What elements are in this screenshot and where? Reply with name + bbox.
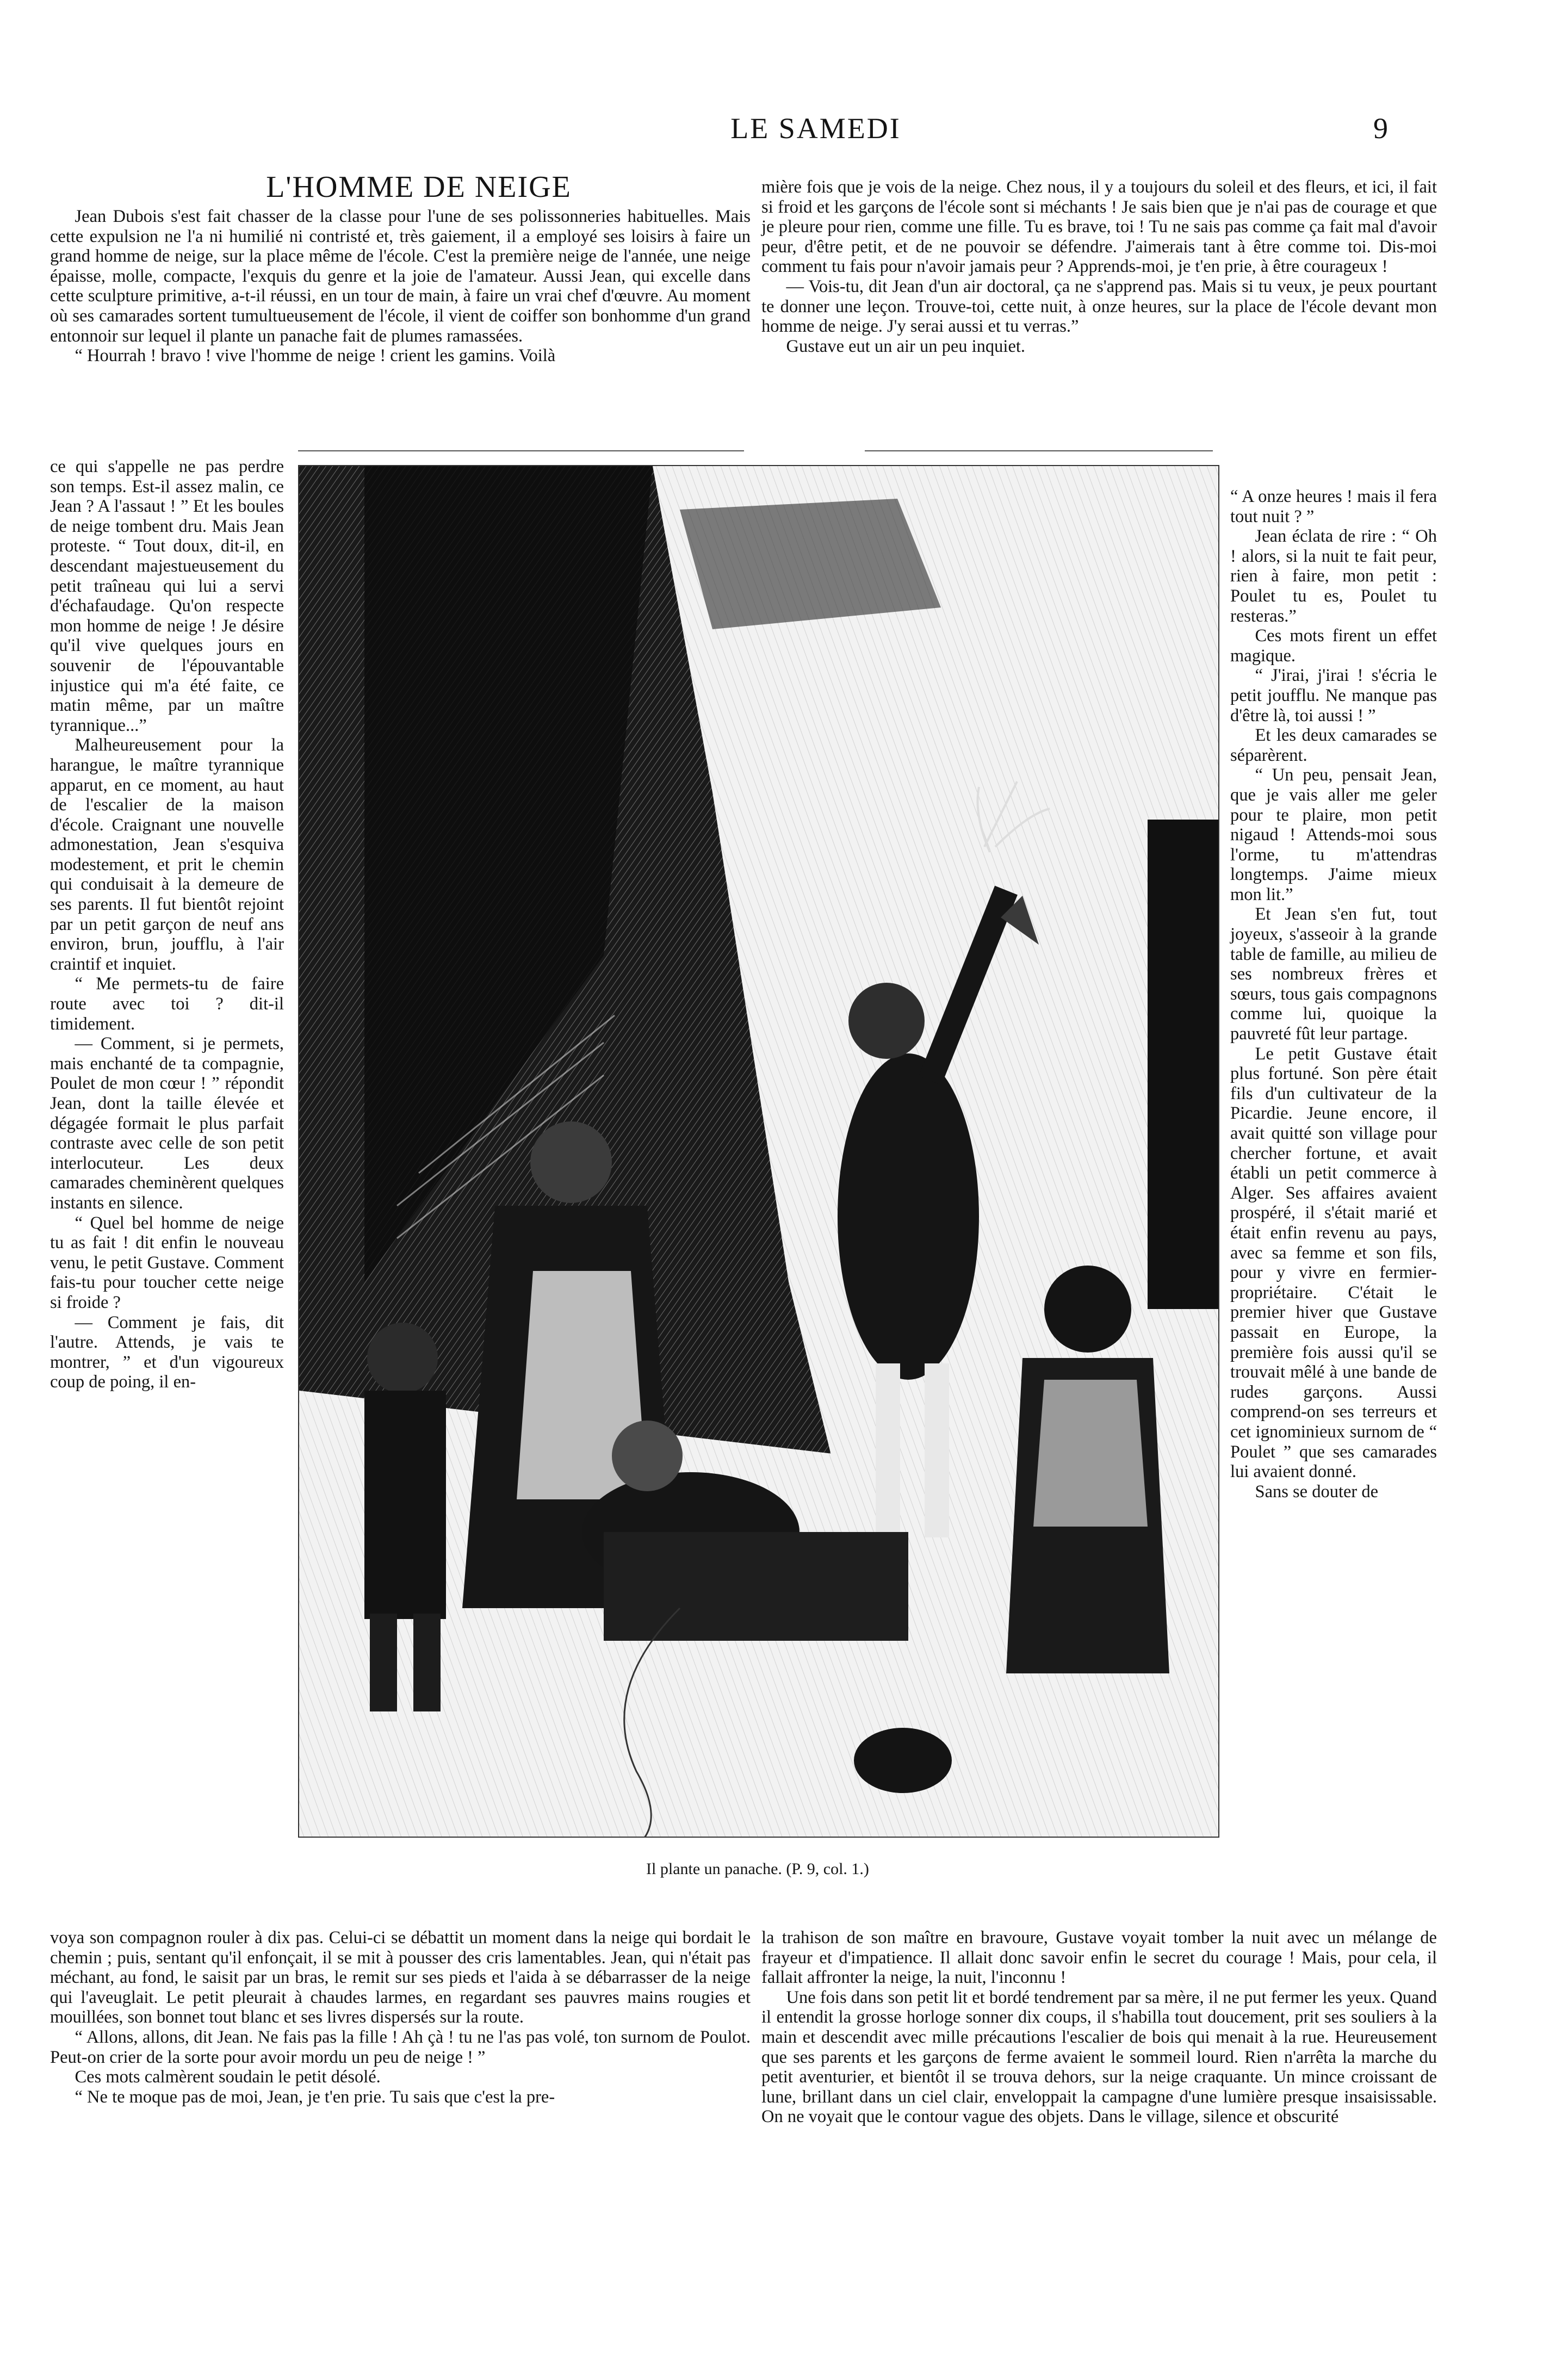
paragraph: “ A onze heures ! mais il fera tout nuit ? ”	[1230, 487, 1437, 526]
paragraph: “ Allons, allons, dit Jean. Ne fais pas la fille ! Ah çà ! tu ne l'as pas volé, ton surnom de Poulot. Peut-on crier de la sorte pour avoir mordu un peu de neige ! ”	[50, 2027, 751, 2067]
paragraph: Gustave eut un air un peu inquiet.	[786, 336, 1026, 356]
column-bottom-right	[761, 1928, 1437, 2127]
article-title: L'HOMME DE NEIGE	[266, 170, 572, 204]
paragraph: Ces mots firent un effet magique.	[1230, 626, 1437, 666]
paragraph: Sans se douter de	[1255, 1481, 1379, 1502]
paragraph: mière fois que je vois de la neige. Chez nous, il y a toujours du soleil et des fleurs, et ici, il fait si froid et les garçons de l'école sont si méchants ! Je sais bien que je n'ai pas de courage et que je pleure pour rien, comme une fille. Tu es brave, toi ! Tu ne sais pas comme ça fait mal d'avoir peur, d'être petit, et de ne pouvoir se défendre. J'aimerais tant à être comme toi. Dis-moi comment tu fais pour n'avoir jamais peur ? Apprends-moi, je t'en prie, à être courageux !	[761, 177, 1437, 277]
paragraph: ce qui s'appelle ne pas perdre son temps. Est-il assez malin, ce Jean ? A l'assaut ! ” Et les boules de neige tombent dru. Mais Jean proteste. “ Tout doux, dit-il, en descendant majestueusement du petit traîneau qui lui a servi d'échafaudage. Qu'on respecte mon homme de neige ! Je désire qu'il vive quelques jours en souvenir de l'épouvantable injustice qui m'a été faite, ce matin même, par un maître tyrannique...”	[50, 457, 284, 735]
divider	[298, 450, 744, 451]
page-number: 9	[1373, 112, 1388, 145]
paragraph: Le petit Gustave était plus fortuné. Son père était fils d'un cultivateur de la Picardie. Jeune encore, il avait quitté son village pour chercher fortune, et avait établi un petit commerce à Alger. Ses affaires avaient prospéré, il s'était marié et était enfin revenu au pays, avec sa femme et son fils, pour y vivre en fermier-propriétaire. C'était le premier hiver que Gustave passait en Europe, la première fois aussi qu'il se trouvait mêlé à une bande de rudes garçons. Aussi comprend-on ses terreurs et cet ignominieux surnom de “ Poulet ” que ses camarades lui avaient donné.	[1230, 1044, 1437, 1482]
paragraph: voya son compagnon rouler à dix pas. Celui-ci se débattit un moment dans la neige qui bordait le chemin ; puis, sentant qu'il enfonçait, il se mit à pousser des cris lamentables. Jean, qui n'était pas méchant, au fond, le saisit par un bras, le remit sur ses pieds et l'aida à se débarrasser de la neige qui l'aveuglait. Le petit pleurait à chaudes larmes, en regardant ses pauvres mains rougies et mouillées, son bonnet tout blanc et ses livres dispersés sur la route.	[50, 1928, 751, 2027]
paragraph: Et les deux camarades se séparèrent.	[1230, 725, 1437, 765]
column-side-left	[50, 457, 284, 1392]
hat-in-snow	[854, 1728, 952, 1793]
paragraph: “ Un peu, pensait Jean, que je vais aller me geler pour te plaire, mon petit nigaud ! Attends-moi sous l'orme, tu m'attendras longtemps. J'aime mieux mon lit.”	[1230, 765, 1437, 904]
column-bottom-left	[50, 1928, 751, 2107]
paragraph: Jean Dubois s'est fait chasser de la classe pour l'une de ses polissonneries habituelles. Mais cette expulsion ne l'a ni humilié ni contristé et, très gaiement, il a employé ses loisirs à faire un grand homme de neige, sur la place même de l'école. C'est la première neige de l'année, une neige épaisse, molle, compacte, l'exquis du genre et la joie de l'amateur. Aussi Jean, qui excelle dans cette sculpture primitive, a-t-il réussi, en un tour de main, à faire un vrai chef d'œuvre. Au moment où ses camarades sortent tumultueusement de l'école, il vient de coiffer son bonhomme d'un grand entonnoir sur lequel il plante un panache fait de plumes ramassées.	[50, 207, 751, 346]
paragraph: — Comment je fais, dit l'autre. Attends, je vais te montrer, ” et d'un vigoureux coup de poing, il en-	[50, 1312, 284, 1392]
paragraph: Jean éclata de rire : “ Oh ! alors, si la nuit te fait peur, rien à faire, mon petit : Poulet tu es, Poulet tu resteras.”	[1230, 526, 1437, 626]
column-top-right	[761, 177, 1437, 356]
paragraph: — Vois-tu, dit Jean d'un air doctoral, ça ne s'apprend pas. Mais si tu veux, je peux pourtant te donner une leçon. Trouve-toi, cette nuit, à onze heures, sur la place de l'école devant mon homme de neige. J'y serai aussi et tu verras.”	[761, 276, 1437, 337]
illustration-caption: Il plante un panache. (P. 9, col. 1.)	[646, 1860, 869, 1878]
paragraph: Et Jean s'en fut, tout joyeux, s'asseoir à la grande table de famille, au milieu de ses nombreux frères et sœurs, tous gais compagnons comme lui, quoique la pauvreté fût leur partage.	[1230, 904, 1437, 1044]
paragraph: “ Me permets-tu de faire route avec toi ? dit-il timidement.	[50, 974, 284, 1034]
paragraph: la trahison de son maître en bravoure, Gustave voyait tomber la nuit avec un mélange de frayeur et d'impatience. Il allait donc savoir enfin le secret du courage ! Mais, pour cela, il fallait affronter la neige, la nuit, l'inconnu !	[761, 1928, 1437, 1988]
running-head	[0, 111, 1568, 155]
paragraph: Une fois dans son petit lit et bordé tendrement par sa mère, il ne put fermer les yeux. Quand il entendit la grosse horloge sonner dix coups, il s'habilla tout doucement, prit ses souliers à la main et descendit avec mille précautions l'escalier de bois qui menait à la rue. Heureusement que ses parents et les garçons de ferme avaient le sommeil lourd. Rien n'arrêta la marche du petit aventurier, et bientôt il se trouva dehors, sur la neige craquante. Un mince croissant de lune, brillant dans un ciel clair, enveloppait la campagne d'une lumière presque insaisissable. On ne voyait que le contour vague des objets. Dans le village, silence et obscurité	[761, 1987, 1437, 2127]
paragraph: Ces mots calmèrent soudain le petit désolé.	[75, 2067, 381, 2087]
snowman-scene-engraving	[299, 466, 1218, 1837]
paragraph: Malheureusement pour la harangue, le maître tyrannique apparut, en ce moment, au haut de l'escalier de la maison d'école. Craignant une nouvelle admonestation, Jean s'esquiva modestement, et prit le chemin qui conduisait à la demeure de ses parents. Il fut bientôt rejoint par un petit garçon de neuf ans environ, brun, joufflu, à l'air craintif et inquiet.	[50, 735, 284, 974]
paragraph: “ Quel bel homme de neige tu as fait ! dit enfin le nouveau venu, le petit Gustave. Comment fais-tu pour toucher cette neige si froide ?	[50, 1213, 284, 1312]
paragraph: “ Ne te moque pas de moi, Jean, je t'en prie. Tu sais que c'est la pre-	[75, 2087, 555, 2107]
paragraph: “ J'irai, j'irai ! s'écria le petit joufflu. Ne manque pas d'être là, toi aussi ! ”	[1230, 666, 1437, 725]
paragraph: “ Hourrah ! bravo ! vive l'homme de neige ! crient les gamins. Voilà	[75, 346, 556, 366]
column-side-right	[1230, 487, 1437, 1502]
engraving-illustration	[298, 465, 1219, 1838]
paragraph: — Comment, si je permets, mais enchanté de ta compagnie, Poulet de mon cœur ! ” répondit Jean, dont la taille élevée et dégagée formait le plus parfait contraste avec celle de son petit interlocuteur. Les deux camarades cheminèrent quelques instants en silence.	[50, 1034, 284, 1213]
sled-shape	[604, 1532, 908, 1641]
divider	[865, 450, 1213, 451]
journal-title: LE SAMEDI	[730, 112, 901, 145]
column-top-left	[50, 207, 751, 366]
